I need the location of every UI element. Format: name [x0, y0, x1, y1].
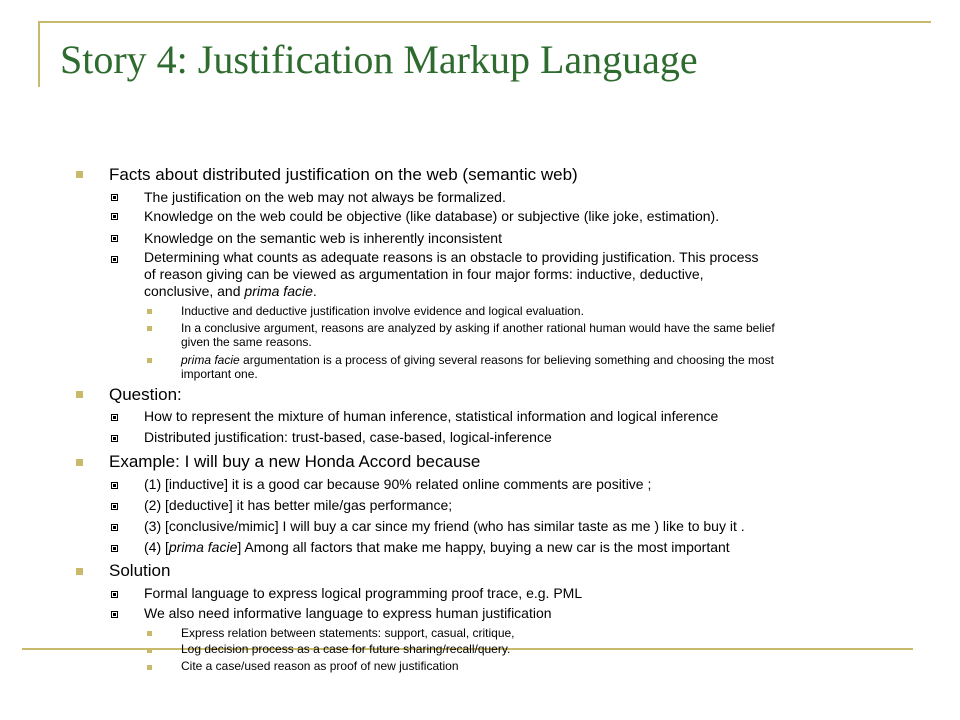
checkbox-bullet-icon [111, 591, 118, 598]
checkbox-bullet-icon [111, 503, 118, 510]
example-item-4 [144, 539, 730, 555]
facts-item-2: Knowledge on the web could be objective (like database) or subjective (like joke, estimation). [144, 208, 720, 224]
facts-subitem-3-line-1 [181, 353, 774, 367]
checkbox-bullet-icon [111, 235, 118, 242]
question-item-2: Distributed justification: trust-based, case-based, logical-inference [144, 429, 552, 445]
slide-title: Story 4: Justification Markup Language [60, 37, 698, 82]
facts-item-4-text: conclusive, and [144, 283, 245, 299]
prima-facie-term: prima facie [168, 539, 238, 555]
checkbox-bullet-icon [111, 545, 118, 552]
prima-facie-term: prima facie [181, 353, 240, 367]
checkbox-bullet-icon [111, 611, 118, 618]
solution-item-1: Formal language to express logical programming proof trace, e.g. PML [144, 585, 583, 601]
facts-item-3: Knowledge on the semantic web is inherently inconsistent [144, 230, 502, 246]
facts-heading: Facts about distributed justification on the web (semantic web) [109, 165, 578, 184]
facts-item-4-end: . [312, 283, 317, 299]
checkbox-bullet-icon [111, 524, 118, 531]
facts-item-4-line-2: of reason giving can be viewed as argumentation in four major forms: inductive, deductive, [144, 266, 704, 282]
square-bullet-icon [76, 391, 83, 398]
checkbox-bullet-icon [111, 482, 118, 489]
square-bullet-icon [76, 171, 83, 178]
checkbox-bullet-icon [111, 414, 118, 421]
checkbox-bullet-icon [111, 213, 118, 220]
small-square-bullet-icon [147, 665, 152, 670]
example-item-4-open: (4) [ [144, 539, 169, 555]
facts-subitem-1: Inductive and deductive justification involve evidence and logical evaluation. [181, 304, 584, 318]
solution-heading: Solution [109, 561, 171, 580]
facts-item-1: The justification on the web may not always be formalized. [144, 189, 506, 205]
solution-subitem-3: Cite a case/used reason as proof of new justification [181, 659, 459, 673]
question-heading: Question: [109, 385, 182, 404]
solution-item-2: We also need informative language to express human justification [144, 605, 552, 621]
facts-subitem-3-text: argumentation is a process of giving several reasons for believing something and choosing the most [239, 353, 774, 367]
small-square-bullet-icon [147, 631, 152, 636]
example-item-2: (2) [deductive] it has better mile/gas performance; [144, 497, 453, 513]
facts-item-4-line-3 [144, 283, 317, 299]
facts-subitem-3-line-2: important one. [181, 367, 258, 381]
square-bullet-icon [76, 568, 83, 575]
example-heading: Example: I will buy a new Honda Accord because [109, 452, 481, 471]
small-square-bullet-icon [147, 648, 152, 653]
small-square-bullet-icon [147, 309, 152, 314]
facts-subitem-2-line-1: In a conclusive argument, reasons are analyzed by asking if another rational human would have the same belief [181, 321, 775, 335]
facts-subitem-2-line-2: given the same reasons. [181, 335, 312, 349]
small-square-bullet-icon [147, 326, 152, 331]
prima-facie-term: prima facie [244, 283, 313, 299]
checkbox-bullet-icon [111, 435, 118, 442]
checkbox-bullet-icon [111, 256, 118, 263]
example-item-4-text: ] Among all factors that make me happy, buying a new car is the most important [237, 539, 730, 555]
question-item-1: How to represent the mixture of human inference, statistical information and logical inference [144, 408, 719, 424]
solution-subitem-1: Express relation between statements: support, casual, critique, [181, 626, 515, 640]
example-item-1: (1) [inductive] it is a good car because 90% related online comments are positive ; [144, 476, 652, 492]
square-bullet-icon [76, 459, 83, 466]
facts-item-4-line-1: Determining what counts as adequate reasons is an obstacle to providing justification. This process [144, 249, 759, 265]
example-item-3: (3) [conclusive/mimic] I will buy a car since my friend (who has similar taste as me ) like to buy it . [144, 518, 745, 534]
solution-subitem-2: Log decision process as a case for future sharing/recall/query. [181, 642, 511, 656]
checkbox-bullet-icon [111, 194, 118, 201]
small-square-bullet-icon [147, 358, 152, 363]
